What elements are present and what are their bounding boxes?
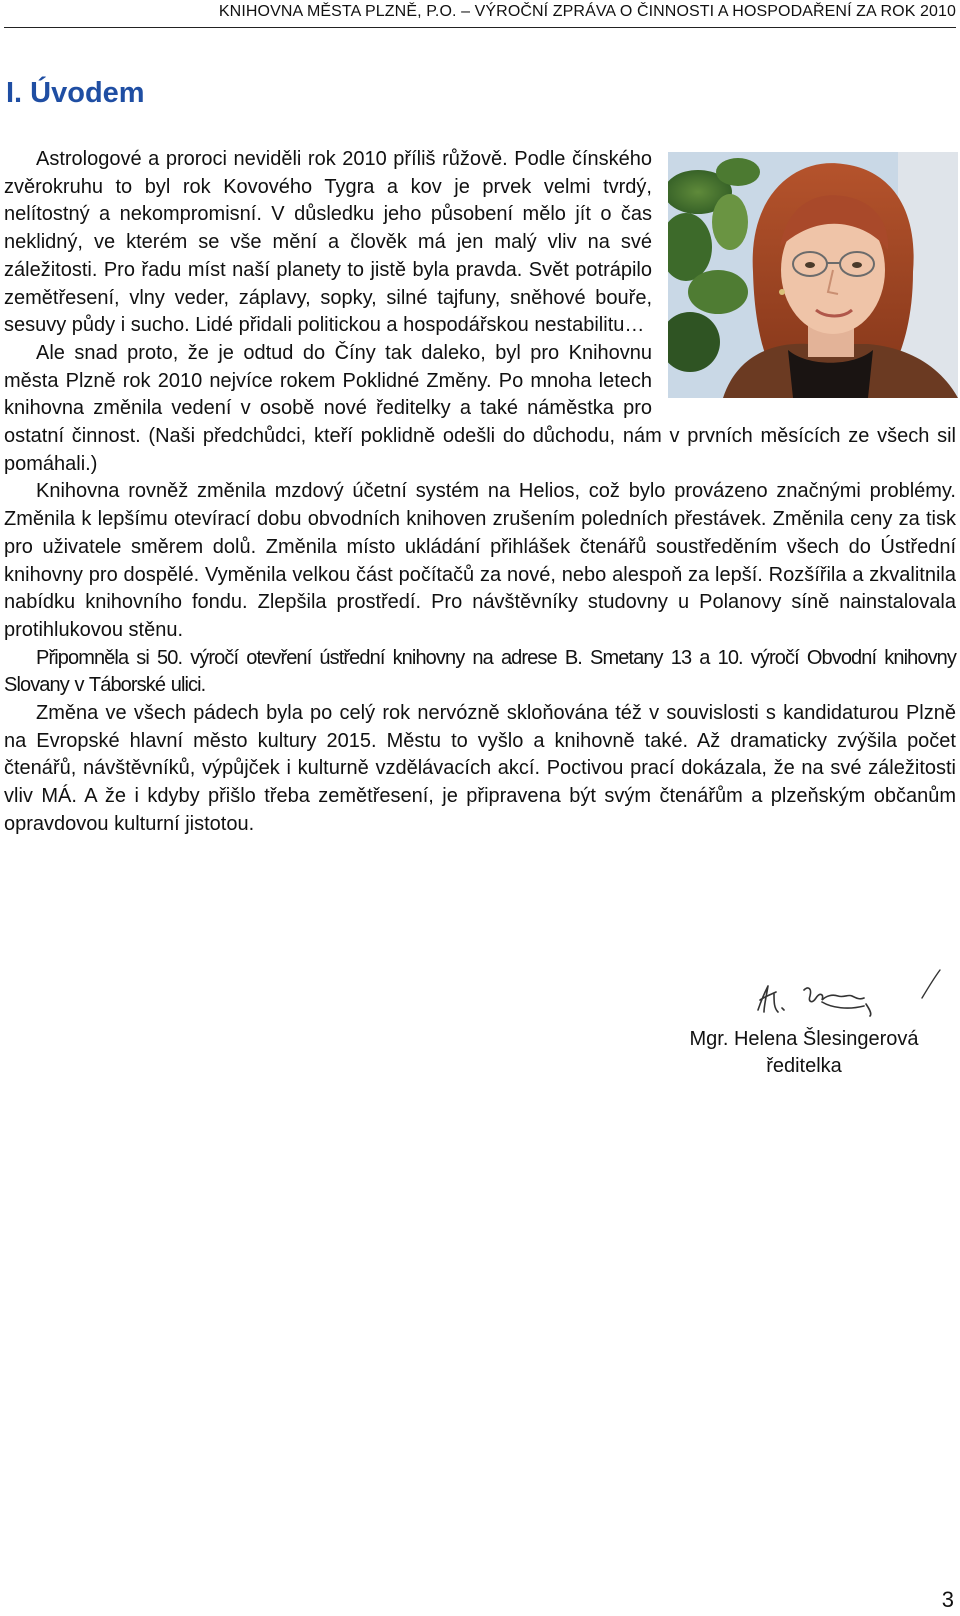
intro-text: [4, 146, 956, 839]
signature-block: [654, 1026, 954, 1080]
paragraph: Ale snad proto, že je odtud do Číny tak daleko, byl pro Knihovnu města Plzně rok 2010 nejvíce rokem Poklidné Změny. Po mnoha letech knihovna změnila vedení v osobě nové ředitelky a také náměstka pro ostatní činnost. (Naši předchůdci, kteří poklidně odešli do důchodu, nám v prvních měsících ze všech sil pomáhali.): [4, 341, 956, 475]
paragraph: Astrologové a proroci neviděli rok 2010 příliš růžově. Podle čínského zvěrokruhu to byl rok Kovového Tygra a kov je prvek velmi tvrdý, nelítostný a nekompromisní. V důsledku jeho působení mělo jít o čas neklidný, ve kterém se vše mění a člověk má jen malý vliv na své záležitosti. Pro řadu míst naší planety to jistě byla pravda. Svět potrápilo zemětřesení, vlny veder, záplavy, sopky, silné tajfuny, sněhové bouře, sesuvy půdy i sucho. Lidé přidali politickou a hospodářskou nestabilitu…: [4, 148, 652, 337]
signatory-name: Mgr. Helena Šlesingerová: [689, 1028, 919, 1050]
paragraph: Knihovna rovněž změnila mzdový účetní systém na Helios, což bylo provázeno značnými problémy. Změnila k lepšímu otevírací dobu obvodních knihoven zrušením poledních přestávek. Změnila ceny za tisk pro uživatele směrem dolů. Změnila místo ukládání přihlášek čtenářů soustředěním všech do Ústřední knihovny pro dospělé. Vyměnila velkou část počítačů za nové, nebo alespoň za lepší. Rozšířila a zkvalitnila nabídku knihovního fondu. Zlepšila prostředí. Pro návštěvníky studovny u Polanovy síně nainstalovala protihlukovou stěnu.: [4, 480, 956, 641]
paragraph: Změna ve všech pádech byla po celý rok nervózně skloňována též v souvislosti s kandidaturou Plzně na Evropské hlavní město kultury 2015. Městu to vyšlo a knihovně také. Až dramaticky zvýšila počet čtenářů, návštěvníků, výpůjček i kulturně vzdělávacích akcí. Poctivou prací dokázala, že na své záležitosti vliv MÁ. A že i kdyby přišlo třeba zemětřesení, je připravena být svým čtenářům a plzeňským občanům opravdovou kulturní jistotou.: [4, 702, 956, 835]
running-header: KNIHOVNA MĚSTA PLZNĚ, P.O. – VÝROČNÍ ZPRÁVA O ČINNOSTI A HOSPODAŘENÍ ZA ROK 2010: [218, 3, 956, 20]
header-divider: [4, 27, 956, 28]
paragraph: Připomněla si 50. výročí otevření ústřední knihovny na adrese B. Smetany 13 a 10. výročí Obvodní knihovny Slovany v Táborské ulici.: [4, 646, 956, 697]
page-number: 3: [941, 1587, 954, 1612]
chapter-title: I. Úvodem: [6, 77, 145, 109]
director-portrait-photo: [668, 152, 958, 398]
handwritten-signature: [752, 968, 952, 1028]
signatory-role: ředitelka: [766, 1055, 842, 1077]
portrait-illustration: [668, 152, 958, 398]
